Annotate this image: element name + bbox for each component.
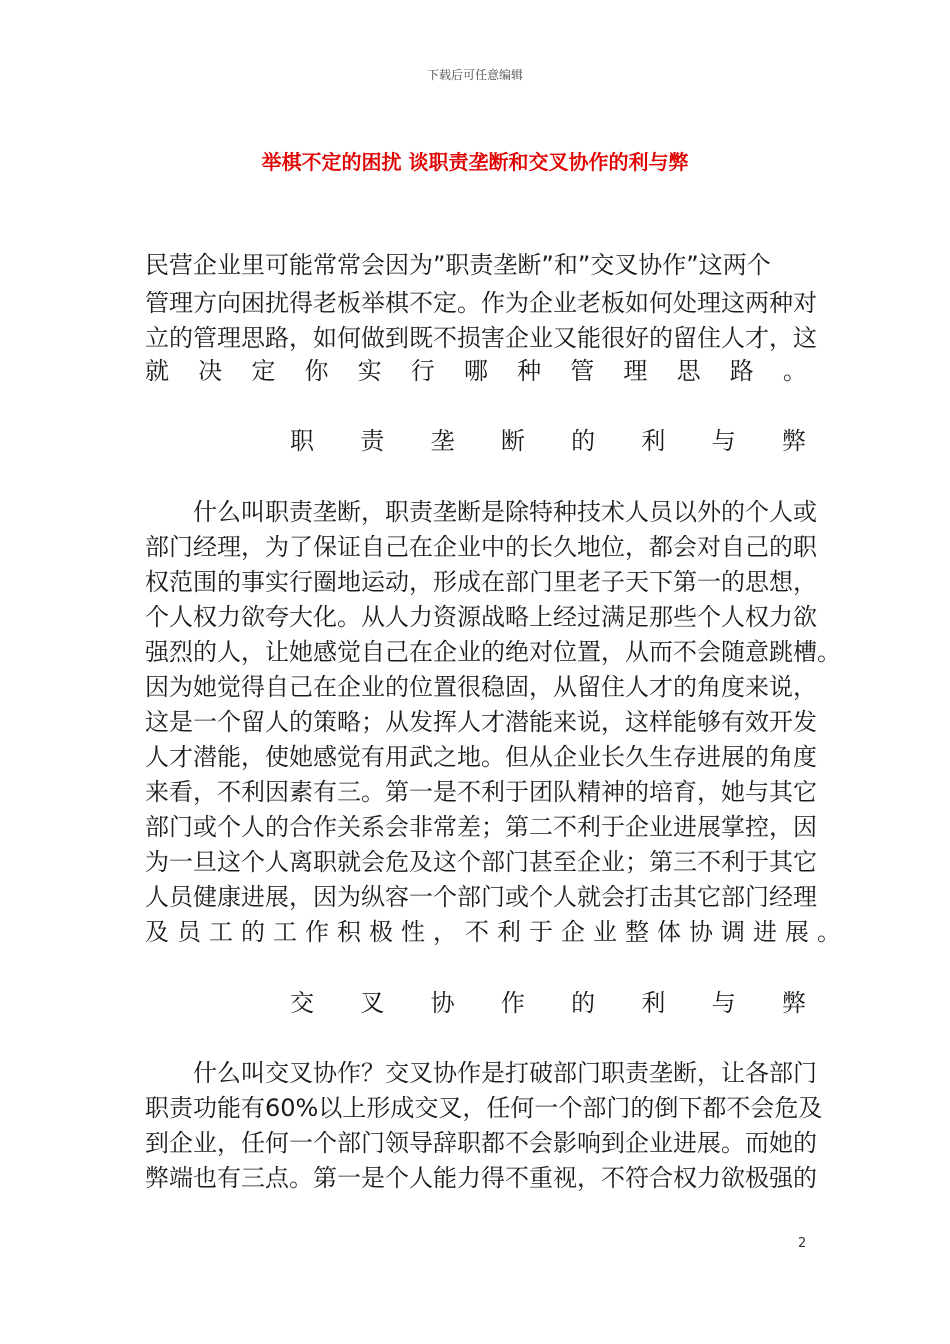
glyph: 实 xyxy=(357,357,382,385)
document-title: 举棋不定的困扰 谈职责垄断和交叉协作的利与弊 xyxy=(261,150,689,174)
glyph: 交 xyxy=(290,989,314,1017)
glyph: 路 xyxy=(729,357,754,385)
glyph: 协 xyxy=(430,989,455,1017)
glyph: 弊 xyxy=(781,427,806,455)
paragraph-line: 部门或个人的合作关系会非常差；第二不利于企业进展掌控，因 xyxy=(145,813,817,841)
paragraph-line: 因为她觉得自己在企业的位置很稳固，从留住人才的角度来说， xyxy=(145,673,817,701)
glyph: 弊 xyxy=(781,989,806,1017)
paragraph-line: 权范围的事实行圈地运动，形成在部门里老子天下第一的思想， xyxy=(145,568,817,596)
glyph: 理 xyxy=(623,357,648,385)
glyph: 断 xyxy=(500,427,525,455)
glyph: 决 xyxy=(198,357,223,385)
section-heading-cross-collaboration xyxy=(290,988,806,1018)
paragraph-line: 个人权力欲夸大化。从人力资源战略上经过满足那些个人权力欲 xyxy=(145,603,817,631)
paragraph-line: 什么叫职责垄断，职责垄断是除特种技术人员以外的个人或 xyxy=(193,498,817,526)
page-number: 2 xyxy=(798,1236,807,1251)
glyph: 定 xyxy=(251,357,276,385)
glyph: 利 xyxy=(641,427,666,455)
section-heading-monopoly xyxy=(290,426,806,456)
glyph: 你 xyxy=(304,357,329,385)
glyph: 责 xyxy=(360,427,385,455)
glyph: 职 xyxy=(290,427,314,455)
glyph: 与 xyxy=(711,989,736,1017)
glyph: 思 xyxy=(676,357,701,385)
glyph: 哪 xyxy=(463,357,488,385)
glyph: 的 xyxy=(571,427,596,455)
intro-line: 民营企业里可能常常会因为”职责垄断”和”交叉协作”这两个 xyxy=(145,251,771,279)
header-note: 下载后可任意编辑 xyxy=(426,68,523,82)
glyph: 行 xyxy=(410,357,435,385)
paragraph-line: 这是一个留人的策略；从发挥人才潜能来说，这样能够有效开发 xyxy=(145,708,817,736)
glyph: 垄 xyxy=(430,427,455,455)
glyph: 就 xyxy=(145,357,169,385)
glyph: 作 xyxy=(500,989,525,1017)
glyph: 叉 xyxy=(360,989,385,1017)
paragraph-line: 来看，不利因素有三。第一是不利于团队精神的培育，她与其它 xyxy=(145,778,817,806)
intro-line: 立的管理思路，如何做到既不损害企业又能很好的留住人才，这 xyxy=(145,324,817,352)
glyph: 。 xyxy=(782,357,807,385)
paragraph-line: 为一旦这个人离职就会危及这个部门甚至企业；第三不利于其它 xyxy=(145,848,817,876)
glyph: 与 xyxy=(711,427,736,455)
glyph: 管 xyxy=(570,357,595,385)
glyph: 利 xyxy=(641,989,666,1017)
paragraph-line: 到企业，任何一个部门领导辞职都不会影响到企业进展。而她的 xyxy=(145,1129,817,1157)
paragraph-line: 什么叫交叉协作？交叉协作是打破部门职责垄断，让各部门 xyxy=(193,1059,817,1087)
paragraph-line: 职责功能有60%以上形成交叉，任何一个部门的倒下都不会危及 xyxy=(145,1094,823,1122)
glyph: 种 xyxy=(517,357,542,385)
intro-line-spread xyxy=(145,356,807,386)
paragraph-line: 人员健康进展，因为纵容一个部门或个人就会打击其它部门经理 xyxy=(145,883,817,911)
intro-line: 管理方向困扰得老板举棋不定。作为企业老板如何处理这两种对 xyxy=(145,289,817,317)
paragraph-line: 强烈的人，让她感觉自己在企业的绝对位置，从而不会随意跳槽。 xyxy=(145,638,841,666)
paragraph-line: 弊端也有三点。第一是个人能力得不重视，不符合权力欲极强的 xyxy=(145,1164,817,1192)
glyph: 的 xyxy=(571,989,596,1017)
paragraph-line: 及员工的工作积极性，不利于企业整体协调进展。 xyxy=(145,918,849,946)
paragraph-line: 人才潜能，使她感觉有用武之地。但从企业长久生存进展的角度 xyxy=(145,743,817,771)
paragraph-line: 部门经理，为了保证自己在企业中的长久地位，都会对自己的职 xyxy=(145,533,817,561)
